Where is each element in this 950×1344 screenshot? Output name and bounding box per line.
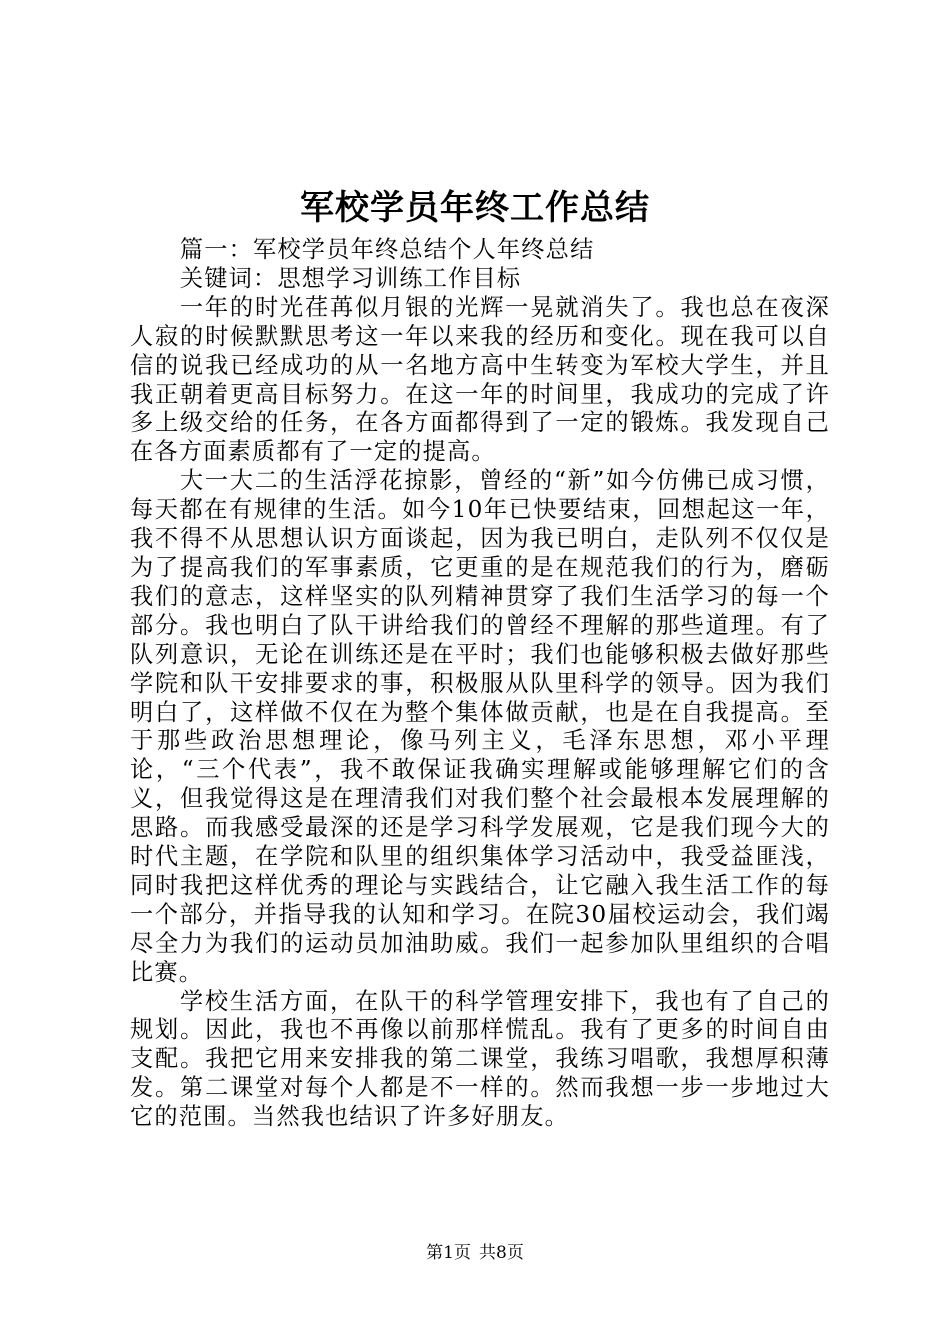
body-paragraph: 大一大二的生活浮花掠影，曾经的“新”如今仿佛已成习惯，每天都在有规律的生活。如今10年已快要结束，回想起这一年，我不得不从思想认识方面谈起，因为我已明白，走队列不仅仅是为了提高我们的军事素质，它更重的是在规范我们的行为，磨砺我们的意志，这样坚实的队列精神贯穿了我们生活学习的每一个部分。我也明白了队干讲给我们的曾经不理解的那些道理。有了队列意识，无论在训练还是在平时；我们也能够积极去做好那些学院和队干安排要求的事，积极服从队里科学的领导。因为我们明白了，这样做不仅在为整个集体做贡献，也是在自我提高。至于那些政治思想理论，像马列主义，毛泽东思想，邓小平理论，“三个代表”，我不敢保证我确实理解或能够理解它们的含义，但我觉得这是在理清我们对我们整个社会最根本发展理解的思路。而我感受最深的还是学习科学发展观，它是我们现今大的时代主题，在学院和队里的组织集体学习活动中，我受益匪浅，同时我把这样优秀的理论与实践结合，让它融入我生活工作的每一个部分，并指导我的认知和学习。在院30届校运动会，我们竭尽全力为我们的运动员加油助威。我们一起参加队里组织的合唱比赛。 [130,467,830,986]
keywords-line: 关键词：思想学习训练工作目标 [179,264,522,292]
document-body [130,236,830,1132]
body-paragraph: 学校生活方面，在队干的科学管理安排下，我也有了自己的规划。因此，我也不再像以前那样慌乱。我有了更多的时间自由支配。我把它用来安排我的第二课堂，我练习唱歌，我想厚积薄发。第二课堂对每个人都是不一样的。然而我想一步一步地过大它的范围。当然我也结识了许多好朋友。 [130,987,830,1131]
page-total: 共8页 [479,1243,524,1263]
body-paragraph: 一年的时光荏苒似月银的光辉一晃就消失了。我也总在夜深人寂的时候默默思考这一年以来我的经历和变化。现在我可以自信的说我已经成功的从一名地方高中生转变为军校大学生，并且我正朝着更高目标努力。在这一年的时间里，我成功的完成了许多上级交给的任务，在各方面都得到了一定的锻炼。我发现自己在各方面素质都有了一定的提高。 [130,293,830,466]
page-footer [0,1242,950,1264]
document-title: 军校学员年终工作总结 [300,188,650,228]
page-number: 第1页 [426,1243,471,1263]
section-heading: 篇一：军校学员年终总结个人年终总结 [179,236,595,263]
